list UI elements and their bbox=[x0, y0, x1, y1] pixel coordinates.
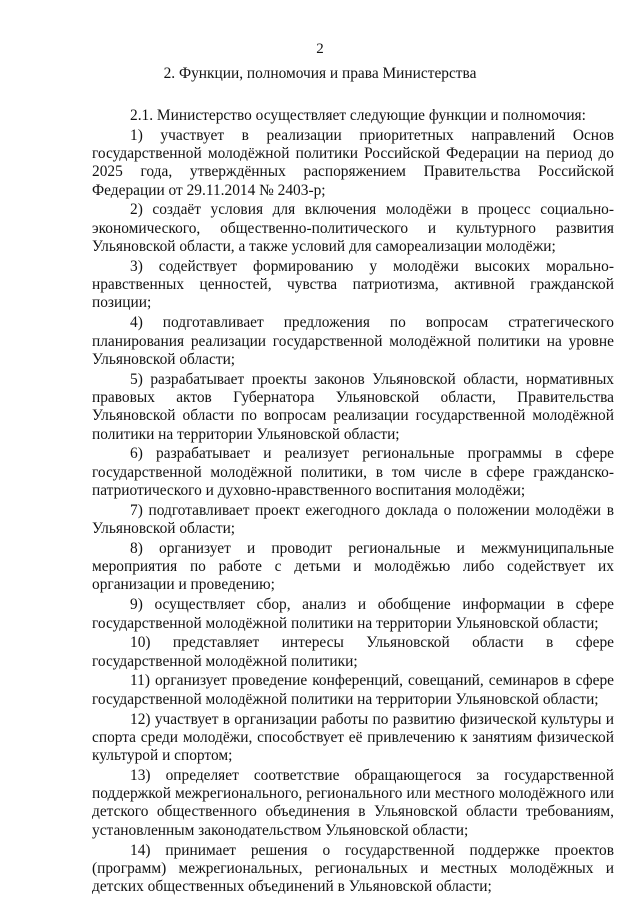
page-number: 2 bbox=[316, 41, 324, 57]
paragraph-item-4: 4) подготавливает предложения по вопросам стратегического планирования реализации государственной молодёжной политики на уровне Ульяновской области; bbox=[92, 314, 614, 368]
paragraph-item-11: 11) организует проведение конференций, совещаний, семинаров в сфере государственной молодёжной политики на территории Ульяновской области; bbox=[92, 672, 614, 708]
paragraph-item-13: 13) определяет соответствие обращающегося за государственной поддержкой межрегионального, регионального или местного молодёжного или детского общественного объединения в Ульяновской области требованиям, установленным законодательством Ульяновской области; bbox=[92, 766, 614, 839]
paragraph-item-8: 8) организует и проводит региональные и межмуниципальные мероприятия по работе с детьми и молодёжью либо содействует их организации и проведению; bbox=[92, 539, 614, 594]
paragraph-intro: 2.1. Министерство осуществляет следующие функции и полномочия: bbox=[130, 107, 586, 124]
paragraph-item-7: 7) подготавливает проект ежегодного доклада о положении молодёжи в Ульяновской области; bbox=[92, 501, 614, 538]
section-title: 2. Функции, полномочия и права Министерства bbox=[163, 65, 477, 82]
paragraph-item-14: 14) принимает решения о государственной поддержке проектов (программ) межрегиональных, региональных и местных молодёжных и детских общественных объединений в Ульяновской области; bbox=[92, 841, 614, 896]
paragraph-item-3: 3) содействует формированию у молодёжи высоких морально-нравственных ценностей, чувства патриотизма, активной гражданской позиции; bbox=[92, 257, 614, 312]
paragraph-item-2: 2) создаёт условия для включения молодёжи в процесс социально-экономического, общественно-политического и культурного развития Ульяновской области, а также условий для самореализации молодёжи; bbox=[92, 201, 614, 256]
paragraph-item-1: 1) участвует в реализации приоритетных направлений Основ государственной молодёжной политики Российской Федерации на период до 2025 года, утверждённых распоряжением Правительства Российской Федерации от 29.11.2014 № 2403-р; bbox=[92, 126, 614, 199]
paragraph-item-6: 6) разрабатывает и реализует региональные программы в сфере государственной молодёжной политики, в том числе в сфере гражданско-патриотического и духовно-нравственного воспитания молодёжи; bbox=[92, 445, 614, 499]
paragraph-item-10: 10) представляет интересы Ульяновской области в сфере государственной молодёжной политики; bbox=[92, 634, 614, 670]
document-body bbox=[92, 107, 614, 898]
paragraph-item-5: 5) разрабатывает проекты законов Ульяновской области, нормативных правовых актов Губернатора Ульяновской области, Правительства Ульяновской области по вопросам реализации государственной молодёжной политики на территории Ульяновской области; bbox=[92, 370, 614, 443]
paragraph-item-12: 12) участвует в организации работы по развитию физической культуры и спорта среди молодёжи, способствует её привлечению к занятиям физической культурой и спортом; bbox=[92, 710, 614, 765]
paragraph-item-9: 9) осуществляет сбор, анализ и обобщение информации в сфере государственной молодёжной политики на территории Ульяновской области; bbox=[92, 596, 614, 632]
